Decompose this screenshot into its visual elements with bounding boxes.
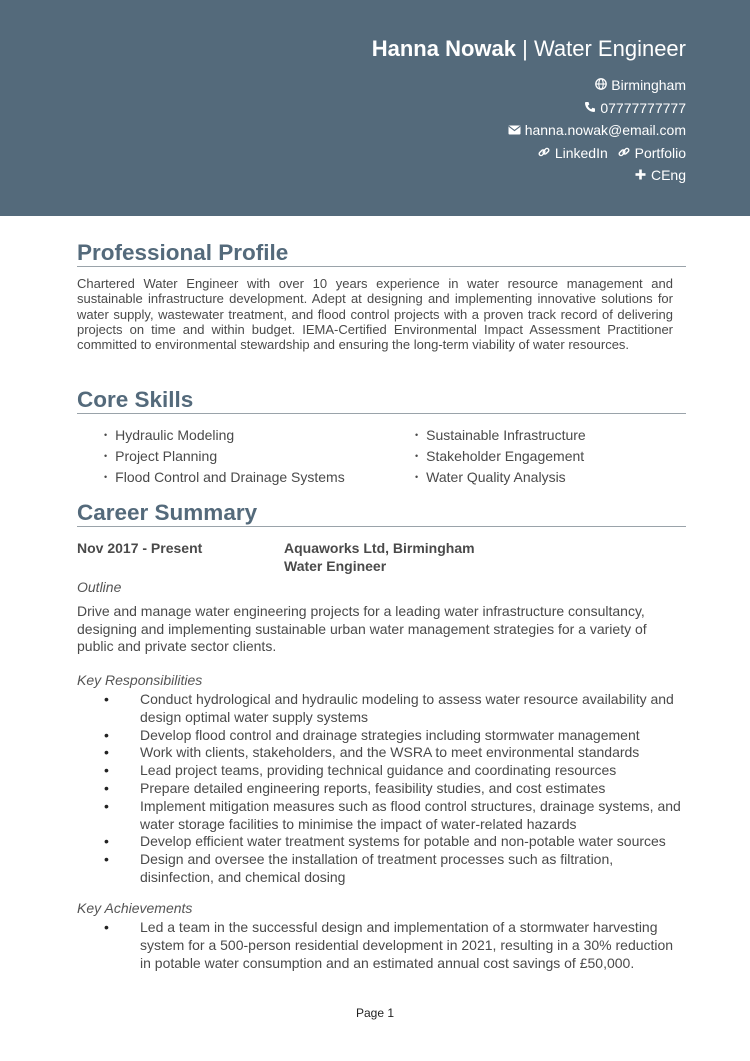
- skills-heading: [77, 387, 686, 414]
- responsibilities-label: Key Responsibilities: [77, 672, 203, 688]
- job-employer: [284, 539, 475, 575]
- profile-text: Chartered Water Engineer with over 10 years experience in water resource management and sustainable infrastructure development. Adept at designing and implementing innovative solutions for water supply, wastewater treatment, and flood control projects with a proven track record of delivering projects on time and within budget. IEMA-Certified Environmental Impact Assessment Practitioner committed to environmental stewardship and ensuring the long-term viability of water resources.: [77, 276, 673, 353]
- candidate-name: Hanna Nowak: [371, 36, 516, 61]
- skill-label: Hydraulic Modeling: [115, 427, 235, 443]
- career-heading-text: Career Summary: [77, 500, 258, 525]
- location-text: Birmingham: [611, 77, 686, 93]
- list-item: • Implement mitigation measures such as flood control structures, drainage systems, and water storage facilities to minimise the impact of water-related hazards: [104, 797, 681, 832]
- plus-icon: [634, 166, 647, 188]
- globe-icon: [594, 76, 607, 98]
- contact-block: [508, 75, 686, 188]
- company-name: Aquaworks Ltd, Birmingham: [284, 540, 475, 556]
- job-dates: Nov 2017 - Present: [77, 540, 203, 556]
- outline-text: Drive and manage water engineering projects for a leading water infrastructure consultancy, designing and implementing sustainable urban water management strategies for a variety of public and private sector clients.: [77, 603, 647, 654]
- skills-column-right: [415, 426, 586, 489]
- list-item: • Led a team in the successful design and implementation of a stormwater harvesting system for a 500-person residential development in 2021, resulting in a 30% reduction in potable water consumption and an estimated annual cost savings of £50,000.: [104, 919, 674, 971]
- skills-heading-text: Core Skills: [77, 387, 194, 412]
- links-row: [508, 143, 686, 166]
- job-role: Water Engineer: [533, 36, 686, 61]
- location-row: [508, 75, 686, 98]
- skill-item: • Project Planning: [104, 448, 218, 464]
- list-item: • Design and oversee the installation of treatment processes such as filtration, disinfection, and chemical dosing: [104, 851, 614, 885]
- link-icon: [618, 144, 631, 166]
- achievements-list: [104, 919, 684, 972]
- link-icon: [538, 144, 551, 166]
- responsibility-text: Develop flood control and drainage strategies including stormwater management: [140, 726, 640, 743]
- responsibilities-list: [104, 691, 684, 887]
- skill-label: Stakeholder Engagement: [426, 448, 585, 464]
- phone-icon: [583, 99, 596, 121]
- email-row: [508, 120, 686, 143]
- skill-item: • Sustainable Infrastructure: [415, 427, 586, 443]
- position-title: Water Engineer: [284, 558, 387, 574]
- skill-label: Project Planning: [115, 448, 218, 464]
- linkedin-link[interactable]: LinkedIn: [554, 144, 608, 161]
- phone-row: [508, 98, 686, 121]
- email-link[interactable]: hanna.nowak@email.com: [524, 122, 686, 138]
- achievements-label: Key Achievements: [77, 900, 193, 916]
- skill-label: Sustainable Infrastructure: [426, 427, 586, 443]
- responsibility-text: Prepare detailed engineering reports, feasibility studies, and cost estimates: [140, 779, 606, 796]
- responsibility-text: Design and oversee the installation of treatment processes such as filtration, disinfection, and chemical dosing: [140, 851, 614, 885]
- career-heading: [77, 500, 686, 527]
- name-separator: |: [522, 36, 528, 61]
- skills-column-left: [104, 426, 345, 489]
- responsibility-text: Develop efficient water treatment systems for potable and non-potable water sources: [140, 833, 666, 850]
- phone-text: 07777777777: [600, 99, 686, 116]
- achievement-text: Led a team in the successful design and implementation of a stormwater harvesting system for a 500-person residential development in 2021, resulting in a 30% reduction in potable water consumption and an estimated annual cost savings of £50,000.: [140, 919, 674, 971]
- skill-item: • Water Quality Analysis: [415, 469, 566, 485]
- list-item: • Develop efficient water treatment systems for potable and non-potable water sources: [104, 833, 666, 850]
- skill-label: Flood Control and Drainage Systems: [115, 469, 345, 485]
- profile-heading-text: Professional Profile: [77, 240, 289, 265]
- page-number: Page 1: [355, 1006, 395, 1020]
- cv-header: [0, 0, 750, 216]
- list-item: • Lead project teams, providing technical guidance and coordinating resources: [104, 762, 617, 779]
- list-item: • Conduct hydrological and hydraulic modeling to assess water resource availability and design optimal water supply systems: [104, 691, 674, 725]
- credential-row: [508, 165, 686, 188]
- skill-item: • Flood Control and Drainage Systems: [104, 469, 345, 485]
- profile-heading: [77, 240, 686, 267]
- skill-label: Water Quality Analysis: [426, 469, 566, 485]
- list-item: • Work with clients, stakeholders, and the WSRA to meet environmental standards: [104, 744, 640, 761]
- list-item: • Develop flood control and drainage strategies including stormwater management: [104, 726, 640, 743]
- envelope-icon: [508, 121, 521, 143]
- name-title: [372, 36, 686, 62]
- skill-item: • Hydraulic Modeling: [104, 427, 235, 443]
- credential-text: CEng: [650, 167, 686, 183]
- outline-label: Outline: [77, 579, 122, 595]
- list-item: • Prepare detailed engineering reports, feasibility studies, and cost estimates: [104, 779, 606, 796]
- responsibility-text: Work with clients, stakeholders, and the WSRA to meet environmental standards: [140, 744, 640, 761]
- portfolio-link[interactable]: Portfolio: [634, 144, 686, 161]
- responsibility-text: Lead project teams, providing technical guidance and coordinating resources: [140, 762, 617, 779]
- responsibility-text: Implement mitigation measures such as flood control structures, drainage systems, and water storage facilities to minimise the impact of water-related hazards: [140, 797, 681, 832]
- skill-item: • Stakeholder Engagement: [415, 448, 585, 464]
- responsibility-text: Conduct hydrological and hydraulic modeling to assess water resource availability and design optimal water supply systems: [140, 691, 674, 725]
